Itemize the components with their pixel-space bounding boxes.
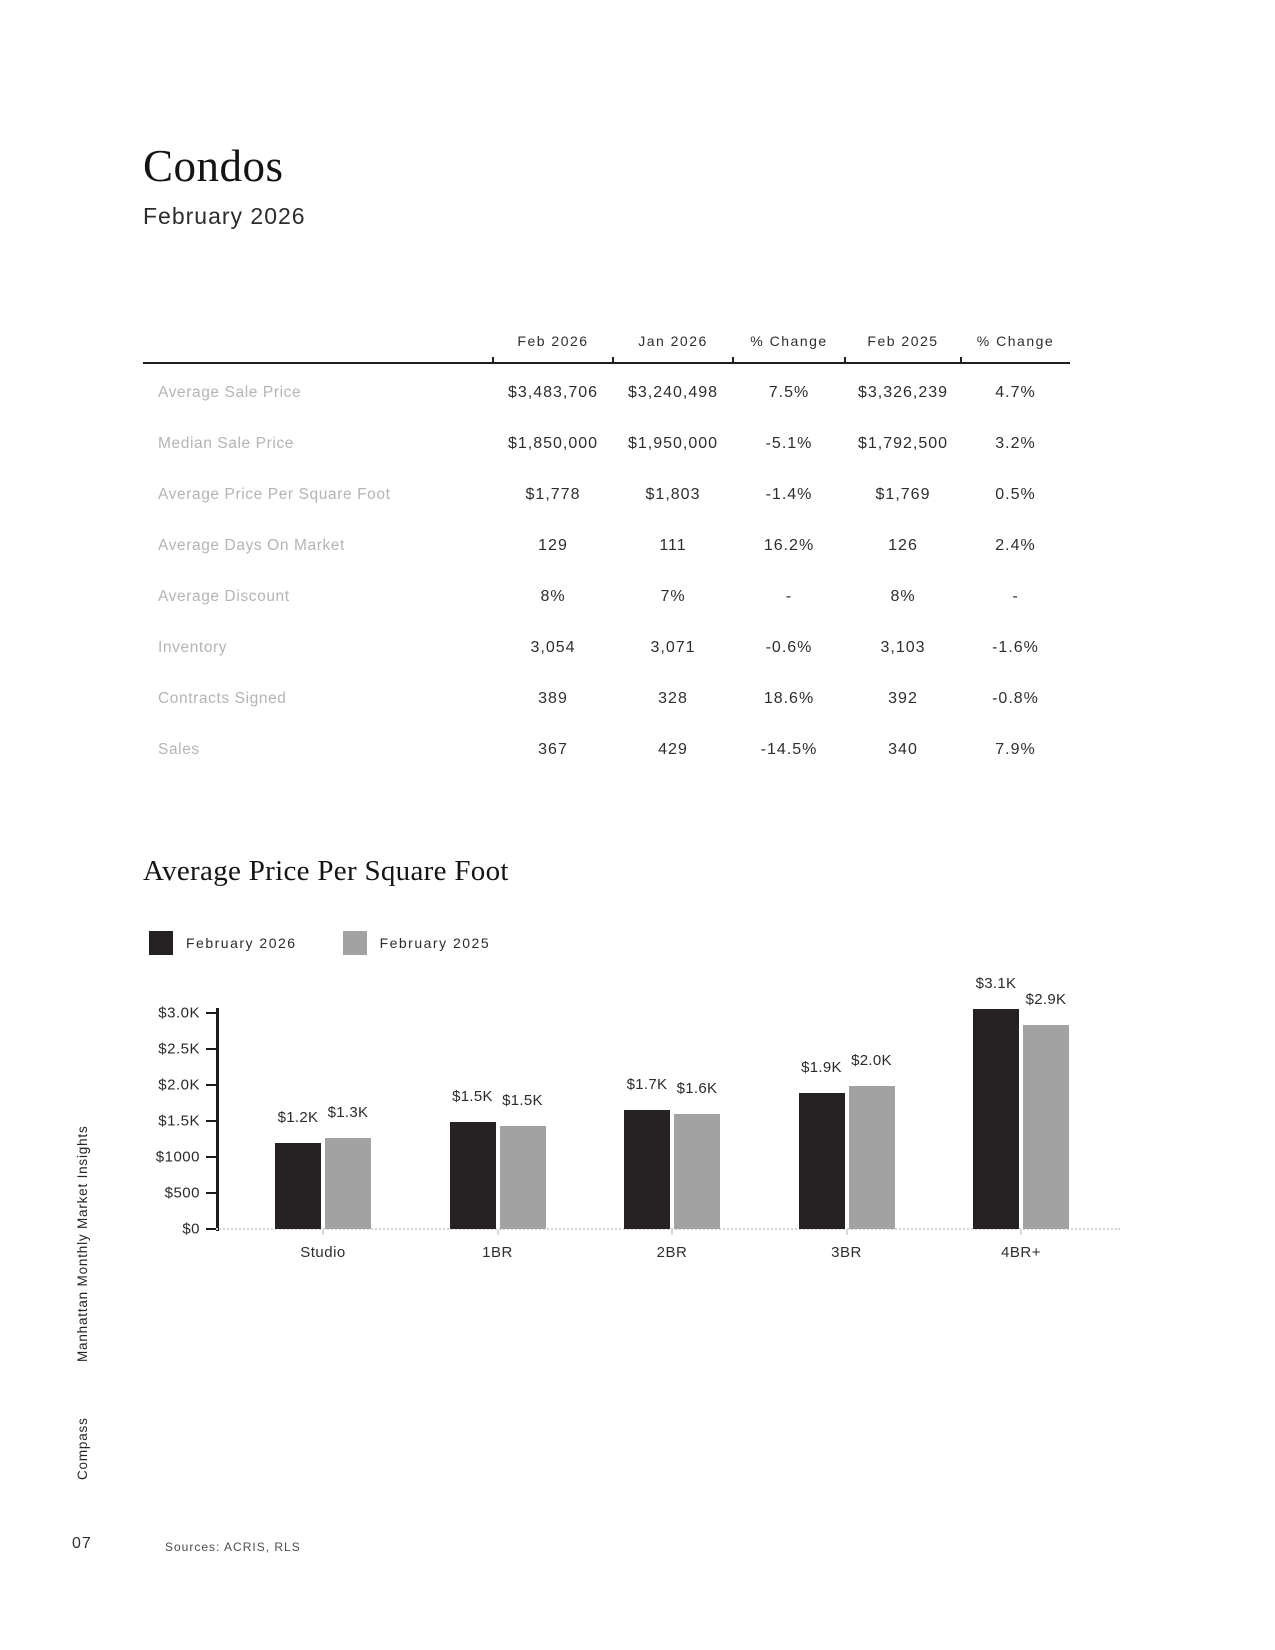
table-row	[143, 673, 1070, 724]
row-label: Sales	[158, 740, 200, 758]
bar-value-label: $1.5K	[502, 1092, 543, 1110]
column-divider-tick	[960, 357, 962, 364]
column-divider-tick	[492, 357, 494, 364]
y-axis-tick	[206, 1048, 216, 1050]
row-label: Average Sale Price	[158, 383, 302, 401]
table-cell: 340	[888, 740, 918, 758]
table-cell: -0.8%	[992, 689, 1039, 707]
x-axis-minor-tick	[497, 1230, 499, 1235]
table-cell: 16.2%	[763, 536, 815, 554]
x-axis-minor-tick	[671, 1230, 673, 1235]
legend-label: February 2025	[379, 935, 491, 951]
legend-item	[149, 931, 297, 955]
y-axis-tick	[206, 1192, 216, 1194]
column-divider-tick	[612, 357, 614, 364]
table-cell: 7.9%	[995, 740, 1036, 758]
table-row	[143, 520, 1070, 571]
page-subtitle: February 2026	[143, 203, 306, 229]
table-cell: 328	[658, 689, 688, 707]
y-axis-tick-label: $2.0K	[158, 1076, 200, 1094]
chart-bar	[624, 1110, 670, 1229]
page-number: 07	[72, 1535, 92, 1552]
y-axis-tick-label: $3.0K	[158, 1004, 200, 1022]
table-cell: -1.4%	[765, 485, 813, 503]
table-column-header: Feb 2026	[517, 333, 589, 349]
table-cell: 3.2%	[995, 434, 1036, 452]
y-axis-tick	[206, 1084, 216, 1086]
legend-swatch-icon	[149, 931, 173, 955]
row-label: Average Price Per Square Foot	[158, 485, 391, 503]
sources-note: Sources: ACRIS, RLS	[165, 1540, 301, 1554]
table-cell: 2.4%	[995, 536, 1036, 554]
table-cell: $3,240,498	[627, 383, 719, 401]
x-axis-minor-tick	[1020, 1230, 1022, 1235]
table-cell: 7.5%	[768, 383, 810, 401]
row-label: Average Discount	[158, 587, 290, 605]
table-cell: -14.5%	[760, 740, 818, 758]
table-cell: 3,071	[650, 638, 696, 656]
table-header-spacer	[143, 331, 493, 351]
chart-bar	[849, 1086, 895, 1229]
table-header-row	[143, 331, 1070, 351]
bar-value-label: $1.6K	[676, 1079, 718, 1097]
table-cell: 18.6%	[763, 689, 815, 707]
table-header-rule	[143, 362, 1070, 364]
table-cell: $1,803	[645, 485, 701, 503]
y-axis-line	[216, 1008, 219, 1231]
bar-value-label: $1.9K	[801, 1058, 842, 1076]
table-cell: $1,792,500	[857, 434, 949, 452]
page-title: Condos	[143, 141, 284, 191]
table-column-header: % Change	[750, 333, 828, 349]
table-row	[143, 367, 1070, 418]
table-row	[143, 418, 1070, 469]
chart-bar	[674, 1114, 720, 1229]
table-row	[143, 724, 1070, 775]
zero-baseline	[216, 1228, 1120, 1230]
chart-legend	[149, 931, 490, 955]
y-axis-tick	[206, 1012, 216, 1014]
table-row	[143, 622, 1070, 673]
x-axis-category-label: 3BR	[831, 1244, 862, 1261]
bar-value-label: $2.0K	[851, 1052, 892, 1070]
y-axis-tick-label: $1.5K	[158, 1112, 200, 1130]
table-cell: $3,326,239	[857, 383, 949, 401]
x-axis-category-label: Studio	[300, 1244, 346, 1261]
table-cell: $1,850,000	[507, 434, 599, 452]
table-column-header: Jan 2026	[638, 333, 708, 349]
table-cell: 429	[658, 740, 688, 758]
table-cell: 126	[888, 536, 918, 554]
table-cell: 129	[538, 536, 568, 554]
bar-value-label: $1.2K	[277, 1108, 319, 1126]
table-cell: -	[1012, 587, 1019, 605]
table-cell: $1,769	[875, 485, 931, 503]
column-divider-tick	[844, 357, 846, 364]
bar-value-label: $1.7K	[626, 1076, 668, 1094]
table-cell: 367	[538, 740, 568, 758]
stats-table	[143, 331, 1070, 775]
chart-bar	[275, 1143, 321, 1229]
table-cell: 8%	[540, 587, 566, 605]
table-cell: 392	[888, 689, 918, 707]
table-column-header: Feb 2025	[867, 333, 939, 349]
table-cell: 8%	[890, 587, 916, 605]
row-label: Average Days On Market	[158, 536, 345, 554]
table-cell: 111	[659, 536, 687, 554]
table-column-header: % Change	[976, 333, 1055, 349]
sidebar-brand-text: Compass	[75, 1417, 90, 1480]
y-axis-tick-label: $1000	[155, 1148, 200, 1166]
chart-title: Average Price Per Square Foot	[143, 855, 509, 887]
y-axis-tick-label: $500	[164, 1184, 200, 1202]
table-cell: 389	[538, 689, 568, 707]
legend-label: February 2026	[186, 935, 297, 951]
sidebar-report-title: Manhattan Monthly Market Insights	[75, 1125, 90, 1362]
row-label: Contracts Signed	[158, 689, 287, 707]
table-row	[143, 571, 1070, 622]
table-cell: $1,950,000	[627, 434, 719, 452]
x-axis-category-label: 2BR	[656, 1244, 688, 1261]
chart-bar	[799, 1093, 845, 1229]
bar-value-label: $3.1K	[975, 975, 1017, 993]
bar-value-label: $1.3K	[327, 1103, 369, 1121]
table-row	[143, 469, 1070, 520]
column-divider-tick	[732, 357, 734, 364]
chart-bar	[450, 1122, 496, 1229]
legend-swatch-icon	[343, 931, 367, 955]
chart-bar	[325, 1138, 371, 1229]
table-cell: $1,778	[525, 485, 581, 503]
y-axis-tick-label: $2.5K	[158, 1040, 200, 1058]
y-axis-tick	[206, 1120, 216, 1122]
table-cell: -	[785, 587, 793, 605]
chart-bar	[973, 1009, 1019, 1229]
y-axis-tick	[206, 1156, 216, 1158]
table-cell: 0.5%	[995, 485, 1036, 503]
row-label: Inventory	[158, 638, 228, 656]
table-cell: -5.1%	[765, 434, 813, 452]
table-cell: 3,103	[880, 638, 926, 656]
table-cell: -0.6%	[765, 638, 813, 656]
legend-item	[343, 931, 491, 955]
bar-value-label: $1.5K	[452, 1088, 493, 1106]
bar-value-label: $2.9K	[1025, 991, 1067, 1009]
y-axis-tick-label: $0	[182, 1220, 200, 1238]
x-axis-minor-tick	[846, 1230, 848, 1235]
table-cell: $3,483,706	[507, 383, 599, 401]
table-cell: 3,054	[530, 638, 576, 656]
table-body	[143, 367, 1070, 775]
chart-bar	[1023, 1025, 1069, 1229]
table-cell: 4.7%	[995, 383, 1036, 401]
x-axis-category-label: 4BR+	[1001, 1244, 1041, 1261]
x-axis-category-label: 1BR	[482, 1244, 513, 1261]
table-cell: 7%	[660, 587, 686, 605]
y-axis-tick	[206, 1228, 216, 1230]
row-label: Median Sale Price	[158, 434, 294, 452]
x-axis-minor-tick	[322, 1230, 324, 1235]
chart-bar	[500, 1126, 546, 1229]
table-cell: -1.6%	[992, 638, 1039, 656]
